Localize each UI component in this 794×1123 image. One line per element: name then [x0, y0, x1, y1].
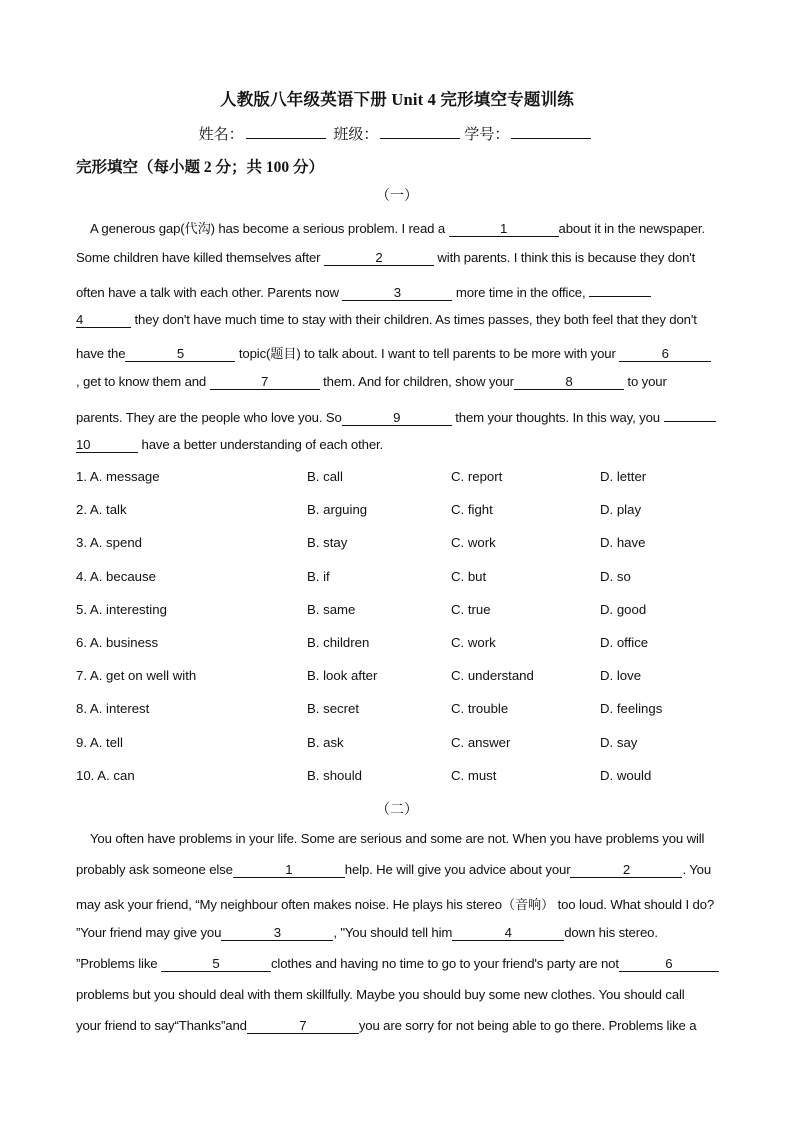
blank-p2-3: 3: [221, 925, 333, 941]
blank-10-start: [664, 406, 716, 422]
part2-label: （二）: [376, 803, 418, 818]
passage2-line-7: your friend to say“Thanks”and 7 you are sorry for not being able to go there. Problems like a: [76, 1018, 697, 1033]
name-label: 姓名：: [198, 127, 244, 143]
passage1-line-4: 4 they don't have much time to stay with their children. As times passes, they both feel that they don't: [76, 312, 697, 327]
options-row-6: 6. A. business B. children C. work D. office: [76, 635, 649, 650]
options-row-10: 10. A. can B. should C. must D. would: [76, 768, 652, 783]
blank-6: 6: [619, 346, 711, 362]
name-blank: [246, 124, 326, 139]
blank-p2-2: 2: [570, 862, 682, 878]
part1-label: （一）: [376, 189, 418, 204]
blank-1: 1: [449, 221, 559, 237]
passage2-line-1: You often have problems in your life. Some are serious and some are not. When you have problems you will: [90, 831, 705, 846]
passage2-line-2: probably ask someone else 1 help. He will give you advice about your 2 . You: [76, 862, 712, 877]
passage1-line-8: 10 have a better understanding of each other.: [76, 437, 384, 452]
blank-p2-1: 1: [233, 862, 345, 878]
document-title: 人教版八年级英语下册 Unit 4 完形填空专题训练: [220, 90, 574, 109]
options-row-9: 9. A. tell B. ask C. answer D. say: [76, 735, 638, 750]
blank-7: 7: [210, 374, 320, 390]
passage1-line-6: , get to know them and 7 them. And for children, show your 8 to your: [76, 374, 667, 389]
blank-3: 3: [342, 285, 452, 301]
options-row-7: 7. A. get on well with B. look after C. understand D. love: [76, 668, 642, 683]
options-row-2: 2. A. talk B. arguing C. fight D. play: [76, 502, 642, 517]
blank-p2-4: 4: [452, 925, 564, 941]
options-row-3: 3. A. spend B. stay C. work D. have: [76, 535, 646, 550]
blank-p2-7: 7: [247, 1018, 359, 1034]
blank-p2-6: 6: [619, 956, 719, 972]
passage2-line-4: ”Your friend may give you 3 , "You should tell him 4 down his stereo.: [76, 925, 658, 940]
id-label: 学号：: [464, 127, 510, 143]
passage2-line-5: ”Problems like 5 clothes and having no time to go to your friend's party are not 6: [76, 956, 720, 972]
blank-p2-5: 5: [161, 956, 271, 972]
passage1-line-7: parents. They are the people who love you. So 9 them your thoughts. In this way, you: [76, 406, 720, 426]
class-label: 班级：: [333, 127, 379, 143]
passage1-line-5: have the 5 topic(题目) to talk about. I want to tell parents to be more with your 6: [76, 343, 720, 362]
blank-2: 2: [324, 250, 434, 266]
blank-9: 9: [342, 410, 452, 426]
passage2-line-6: problems but you should deal with them skillfully. Maybe you should buy some new clothes. You should call: [76, 987, 685, 1002]
blank-4-start: [589, 281, 651, 297]
id-blank: [511, 124, 591, 139]
class-blank: [380, 124, 460, 139]
passage1-line-3: often have a talk with each other. Parents now 3 more time in the office,: [76, 281, 720, 301]
blank-10: 10: [76, 437, 138, 453]
student-info-row: [0, 123, 794, 144]
passage1-line-1: A generous gap(代沟) has become a serious problem. I read a 1 about it in the newspaper.: [90, 221, 705, 236]
options-row-8: 8. A. interest B. secret C. trouble D. feelings: [76, 701, 663, 716]
options-row-1: 1. A. message B. call C. report D. letter: [76, 469, 647, 484]
options-row-4: 4. A. because B. if C. but D. so: [76, 569, 631, 584]
passage2-line-3: may ask your friend, “My neighbour often makes noise. He plays his stereo（音响） too loud. What should I do?: [76, 897, 715, 912]
blank-8: 8: [514, 374, 624, 390]
blank-4: 4: [76, 312, 131, 328]
options-row-5: 5. A. interesting B. same C. true D. good: [76, 602, 647, 617]
passage1-line-2: Some children have killed themselves after 2 with parents. I think this is because they don't: [76, 250, 696, 265]
blank-5: 5: [125, 346, 235, 362]
section-heading: 完形填空（每小题 2 分；共 100 分）: [76, 159, 325, 176]
